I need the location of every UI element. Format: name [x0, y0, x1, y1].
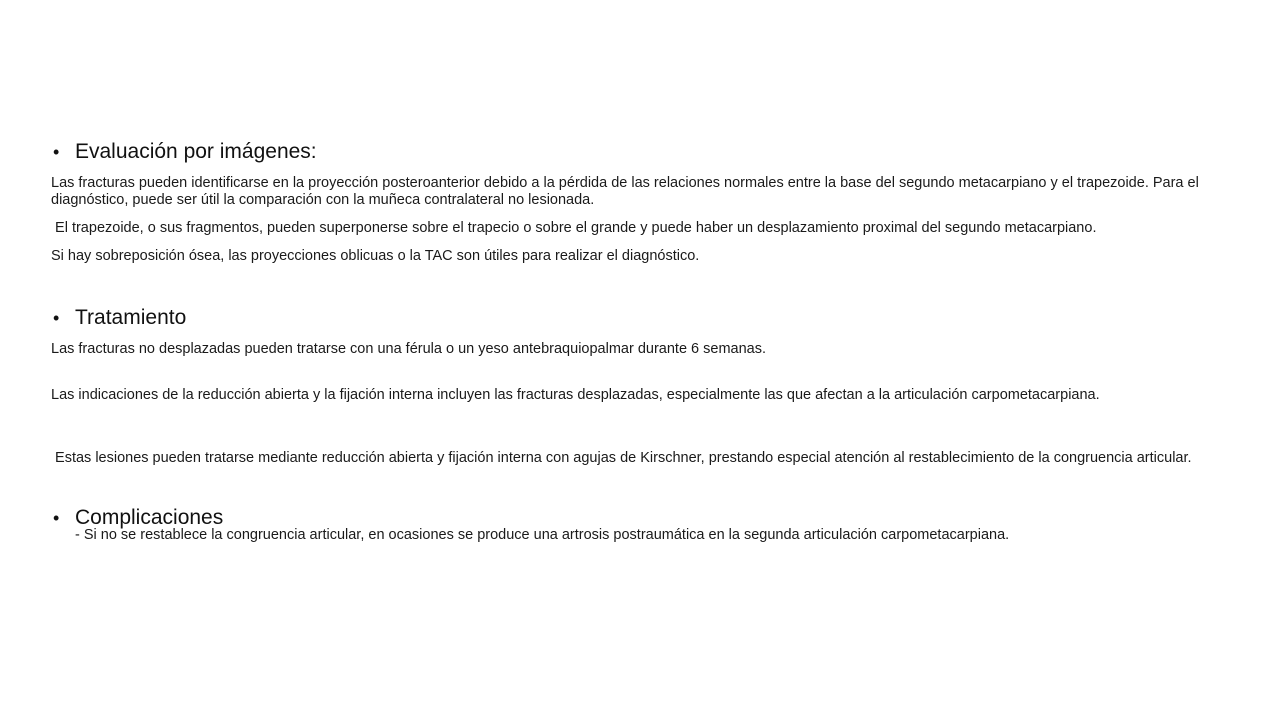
- section-heading-text: Complicaciones: [75, 506, 224, 529]
- section-heading-tratamiento: [51, 305, 1231, 331]
- paragraph: Estas lesiones pueden tratarse mediante reducción abierta y fijación interna con agujas de Kirschner, prestando especial atención al restablecimiento de la congruencia articular.: [51, 450, 1192, 466]
- paragraph: Las fracturas pueden identificarse en la proyección posteroanterior debido a la pérdida de las relaciones normales entre la base del segundo metacarpiano y el trapezoide. Para el diagnóstico, puede ser útil la comparación con la muñeca contralateral no lesionada.: [51, 175, 1199, 208]
- bullet-icon: •: [53, 142, 60, 162]
- paragraph: Las fracturas no desplazadas pueden tratarse con una férula o un yeso antebraquiopalmar durante 6 semanas.: [51, 341, 766, 357]
- section-heading-complicaciones: [51, 505, 1231, 531]
- section-heading-text: Tratamiento: [75, 306, 187, 329]
- section-heading-evaluacion: [51, 139, 1231, 165]
- paragraph: El trapezoide, o sus fragmentos, pueden superponerse sobre el trapecio o sobre el grande y puede haber un desplazamiento proximal del segundo metacarpiano.: [51, 220, 1097, 236]
- slide-content: [51, 139, 1231, 544]
- bullet-icon: •: [53, 508, 60, 528]
- paragraph: Las indicaciones de la reducción abierta y la fijación interna incluyen las fracturas desplazadas, especialmente las que afectan a la articulación carpometacarpiana.: [51, 387, 1100, 403]
- paragraph: Si hay sobreposición ósea, las proyecciones oblicuas o la TAC son útiles para realizar el diagnóstico.: [51, 248, 700, 264]
- section-heading-text: Evaluación por imágenes:: [75, 140, 317, 163]
- paragraph: - Si no se restablece la congruencia articular, en ocasiones se produce una artrosis postraumática en la segunda articulación carpometacarpiana.: [75, 527, 1010, 543]
- bullet-icon: •: [53, 308, 60, 328]
